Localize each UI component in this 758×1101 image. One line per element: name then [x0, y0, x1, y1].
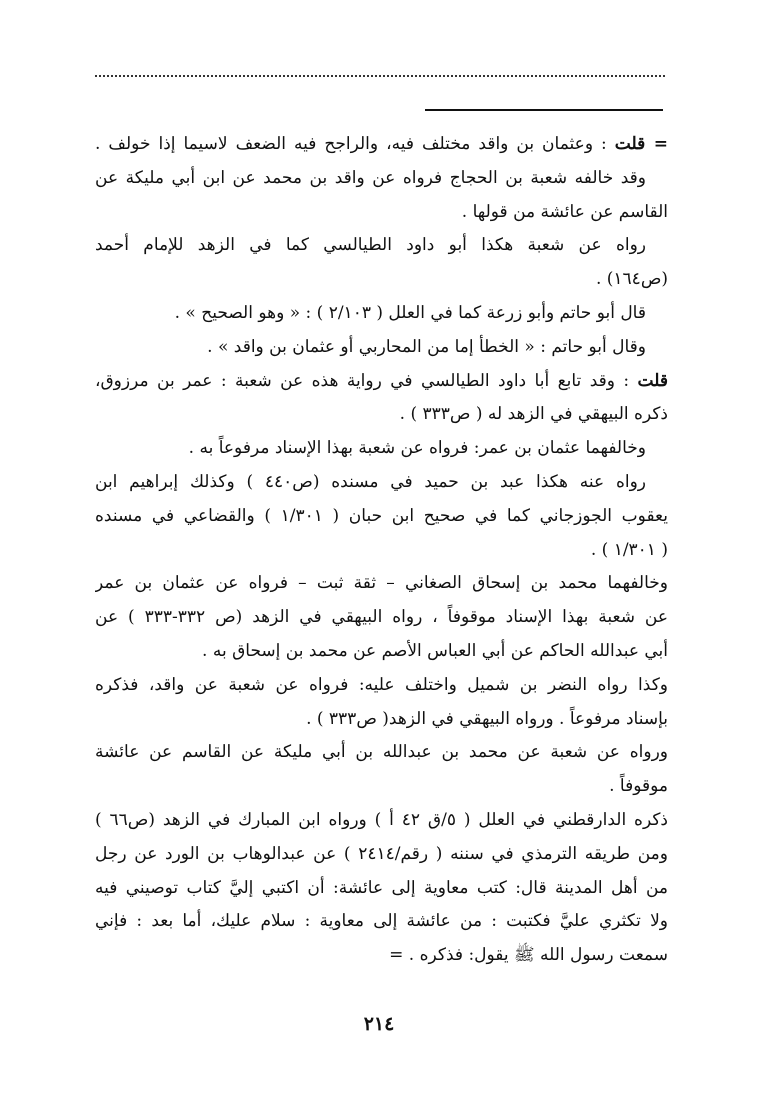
- text-line-15: عن شعبة بهذا الإسناد موقوفاً ، رواه البيهقي في الزهد (ص ٣٣٢-٣٣٣ ) عن: [95, 607, 668, 628]
- text-line-16: أبي عبدالله الحاكم عن أبي العباس الأصم عن محمد بن إسحاق به .: [202, 640, 668, 661]
- text-line-20: موقوفاً .: [609, 776, 668, 797]
- text-line-8: [95, 365, 668, 399]
- text-line-11: رواه عنه هكذا عبد بن حميد في مسنده (ص٤٤٠ ) وكذلك إبراهيم ابن: [95, 471, 647, 492]
- line-text: : وقد تابع أبا داود الطيالسي في رواية هذه عن شعبة : عمر بن مرزوق،: [95, 370, 630, 391]
- text-line-9: ذكره البيهقي في الزهد له ( ص٣٣٣ ) .: [399, 404, 668, 425]
- text-line-4: رواه عن شعبة هكذا أبو داود الطيالسي كما في الزهد للإمام أحمد: [95, 235, 646, 256]
- text-line-14: وخالفهما محمد بن إسحاق الصغاني – ثقة ثبت – فرواه عن عثمان بن عمر: [95, 573, 668, 594]
- qult-label: قلت: [637, 370, 668, 391]
- text-line-23: من أهل المدينة قال: كتب معاوية إلى عائشة: أن اكتبي إليَّ كتاب توصيني فيه: [95, 877, 668, 898]
- footnote-separator: [425, 109, 663, 111]
- page-number: ٢١٤: [363, 1013, 395, 1035]
- text-line-24: ولا تكثري عليَّ فكتبت : من عائشة إلى معاوية : سلام عليك، أما بعد : فإني: [95, 911, 668, 932]
- text-line-13: ( ١/٣٠١ ) .: [590, 539, 668, 560]
- text-line-3: القاسم عن عائشة من قولها .: [461, 201, 668, 222]
- header-dotted-rule: [95, 75, 665, 77]
- text-line-12: يعقوب الجوزجاني كما في صحيح ابن حبان ( ١/٣٠١ ) والقضاعي في مسنده: [95, 505, 668, 526]
- text-line-7: وقال أبو حاتم : « الخطأ إما من المحاربي أو عثمان بن واقد » .: [207, 336, 646, 357]
- text-line-10: وخالفهما عثمان بن عمر: فرواه عن شعبة بهذا الإسناد مرفوعاً به .: [188, 438, 646, 459]
- text-line-18: بإسناد مرفوعاً . ورواه البيهقي في الزهد( ص٣٣٣ ) .: [306, 708, 668, 729]
- text-line-1: [95, 128, 668, 162]
- text-line-2: وقد خالفه شعبة بن الحجاج فرواه عن واقد بن محمد عن ابن أبي مليكة عن: [95, 167, 646, 188]
- text-line-19: ورواه عن شعبة عن محمد بن عبدالله بن أبي مليكة عن القاسم عن عائشة: [95, 742, 668, 763]
- text-line-17: وكذا رواه النضر بن شميل واختلف عليه: فرواه عن شعبة عن واقد، فذكره: [95, 674, 668, 695]
- text-line-21: ذكره الدارقطني في العلل ( ٥/ق ٤٢ أ ) ورواه ابن المبارك في الزهد (ص٦٦ ): [95, 809, 668, 830]
- line-text: : وعثمان بن واقد مختلف فيه، والراجح فيه الضعف لاسيما إذا خولف .: [95, 134, 607, 154]
- footnote-text-block: [95, 128, 668, 973]
- text-line-22: ومن طريقه الترمذي في سننه ( رقم/٢٤١٤ ) عن عبدالوهاب بن الورد عن رجل: [95, 843, 668, 864]
- text-line-6: قال أبو حاتم وأبو زرعة كما في العلل ( ٢/١٠٣ ) : « وهو الصحيح » .: [174, 302, 646, 323]
- qult-label: = قلت: [614, 134, 668, 154]
- text-line-25: سمعت رسول الله ﷺ يقول: فذكره . =: [389, 945, 668, 966]
- text-line-5: (ص١٦٤) .: [595, 269, 668, 290]
